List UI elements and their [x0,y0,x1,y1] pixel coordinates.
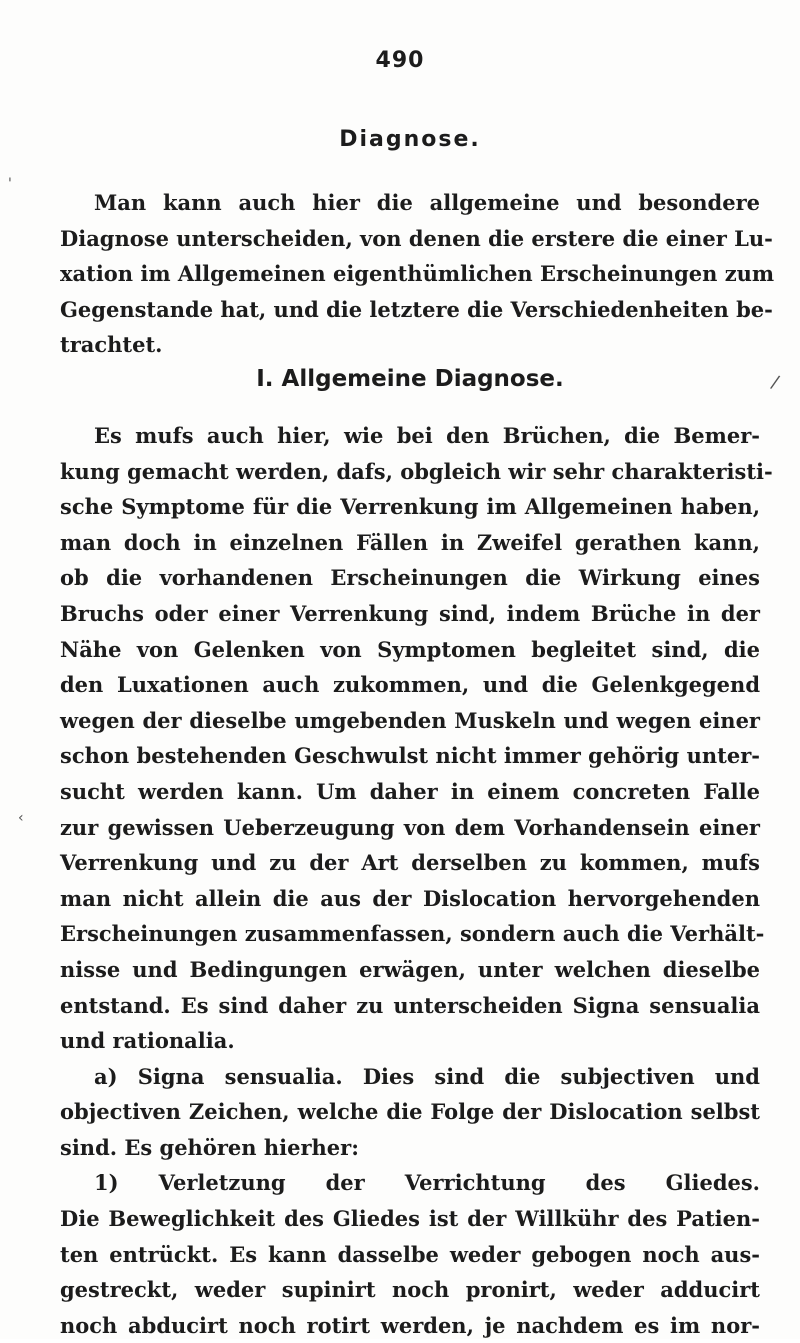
text-line: Es mufs auch hier, wie bei den Brüchen, die Bemer- [94,423,760,448]
text-line: Die Beweglichkeit des Gliedes ist der Willkühr des Patien- [60,1206,760,1232]
page-number: 490 [375,48,425,73]
text-line: zur gewissen Ueberzeugung von dem Vorhandensein einer [60,814,760,840]
text-line: man doch in einzelnen Fällen in Zweifel gerathen kann, [60,529,760,555]
text-line: Diagnose unterscheiden, von denen die erstere die einer Lu- [60,225,773,251]
text-line: den Luxationen auch zukommen, und die Gelenkgegend [60,672,760,698]
text-line: nisse und Bedingungen erwägen, unter welchen dieselbe [60,956,760,982]
text-line: man nicht allein die aus der Dislocation hervorgehenden [60,885,760,911]
text-line: sche Symptome für die Verrenkung im Allgemeinen haben, [60,494,760,520]
text-line: wegen der dieselbe umgebenden Muskeln und wegen einer [60,707,760,733]
text-line: ob die vorhandenen Erscheinungen die Wirkung eines [60,565,760,591]
text-line: Erscheinungen zusammenfassen, sondern auch die Verhält- [60,921,765,947]
text-line: schon bestehenden Geschwulst nicht immer gehörig unter- [60,743,760,769]
subheading: I. Allgemeine Diagnose. [256,366,564,392]
text-line: entstand. Es sind daher zu unterscheiden Signa sensualia [60,992,760,1018]
text-line: sucht werden kann. Um daher in einem concreten Falle [60,778,760,804]
text-line: Verrenkung und zu der Art derselben zu kommen, mufs [60,850,760,876]
text-line: objectiven Zeichen, welche die Folge der Dislocation selbst [60,1099,760,1125]
margin-pencil-mark: ‹ [18,810,24,826]
text-line: noch abducirt noch rotirt werden, je nachdem es im nor- [60,1312,760,1338]
text-line: trachtet. [60,332,163,358]
text-line: a) Signa sensualia. Dies sind die subjectiven und [94,1063,760,1089]
margin-pencil-mark: / [768,371,782,394]
text-line: und rationalia. [60,1028,235,1054]
text-line: 1) Verletzung der Verrichtung des Gliedes. [94,1170,760,1196]
body-text [60,418,773,1343]
intro-paragraph [60,185,775,363]
text-line: Nähe von Gelenken von Symptomen begleitet sind, die [60,636,760,662]
text-line: Man kann auch hier die allgemeine und besondere [94,190,760,215]
text-line: xation im Allgemeinen eigenthümlichen Erscheinungen zum [60,261,775,287]
section-title: Diagnose. [339,127,481,152]
text-line: sind. Es gehören hierher: [60,1134,359,1160]
text-line: gestreckt, weder supinirt noch pronirt, weder adducirt [60,1277,760,1303]
text-line: Bruchs oder einer Verrenkung sind, indem Brüche in der [60,600,760,626]
text-line: kung gemacht werden, dafs, obgleich wir sehr charakteristi- [60,458,773,484]
margin-pencil-mark: ' [8,176,12,192]
text-line: Gegenstande hat, und die letztere die Verschiedenheiten be- [60,296,773,322]
text-line: ten entrückt. Es kann dasselbe weder gebogen noch aus- [60,1241,760,1267]
